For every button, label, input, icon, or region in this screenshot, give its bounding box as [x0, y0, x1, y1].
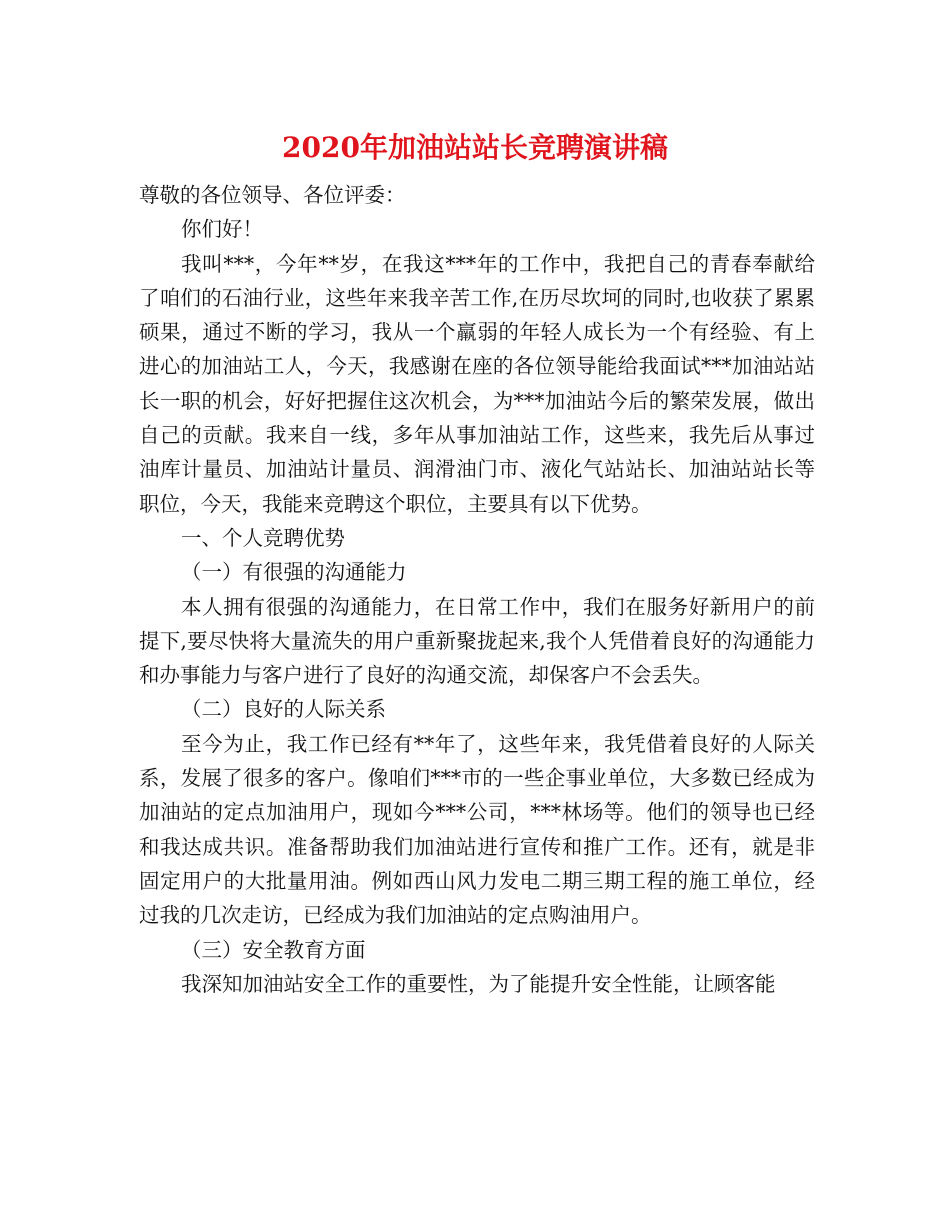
salutation: 尊敬的各位领导、各位评委： — [139, 183, 406, 207]
section-heading-advantages: 一、个人竞聘优势 — [181, 525, 345, 550]
subheading-relationships: （二）良好的人际关系 — [181, 697, 386, 722]
safety-paragraph: 我深知加油站安全工作的重要性，为了能提升安全性能，让顾客能 — [181, 971, 776, 996]
subheading-communication: （一）有很强的沟通能力 — [181, 560, 407, 585]
communication-paragraph: 本人拥有很强的沟通能力，在日常工作中，我们在服务好新用户的前提下,要尽快将大量流失的用户重新聚拢起来,我个人凭借着良好的沟通能力和办事能力与客户进行了良好的沟通交流，却保客户不会丢失。 — [139, 594, 815, 688]
relationships-paragraph: 至今为止，我工作已经有**年了，这些年来，我凭借着良好的人际关系，发展了很多的客户。像咱们***市的一些企事业单位，大多数已经成为加油站的定点加油用户，现如今***公司，***林场等。他们的领导也已经和我达成共识。准备帮助我们加油站进行宣传和推广工作。还有，就是非固定用户的大批量用油。例如西山风力发电二期三期工程的施工单位，经过我的几次走访，已经成为我们加油站的定点购油用户。 — [139, 731, 815, 928]
intro-paragraph: 我叫***，今年**岁，在我这***年的工作中，我把自己的青春奉献给了咱们的石油行业，这些年来我辛苦工作,在历尽坎坷的同时,也收获了累累硕果，通过不断的学习，我从一个羸弱的年轻人成长为一个有经验、有上进心的加油站工人，今天，我感谢在座的各位领导能给我面试***加油站站长一职的机会，好好把握住这次机会，为***加油站今后的繁荣发展，做出自己的贡献。我来自一线，多年从事加油站工作，这些来，我先后从事过油库计量员、加油站计量员、润滑油门市、液化气站站长、加油站站长等职位，今天，我能来竞聘这个职位，主要具有以下优势。 — [139, 251, 815, 516]
subheading-safety: （三）安全教育方面 — [181, 937, 366, 962]
greeting: 你们好！ — [181, 217, 263, 242]
document-title: 2020年加油站站长竞聘演讲稿 — [282, 131, 668, 164]
document-body — [139, 178, 815, 1001]
